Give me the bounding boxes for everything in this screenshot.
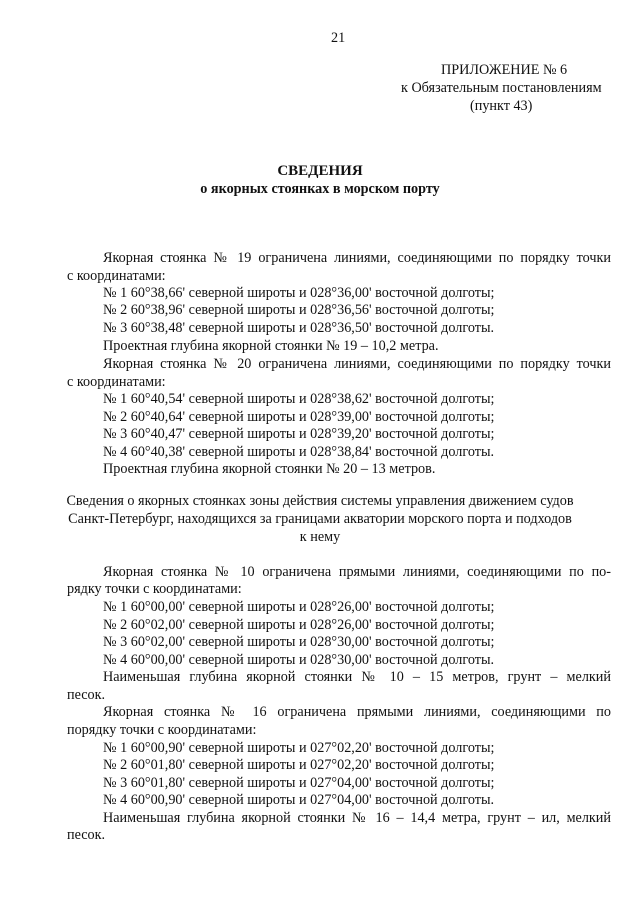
stand10-depth: Наименьшая глубина якорной стоянки № 10 – 15 метров, грунт – мелкий [103, 669, 611, 685]
stand16-point: № 4 60°00,90' северной широты и 027°04,00' восточной долготы. [103, 792, 495, 808]
stand10-point: № 1 60°00,00' северной широты и 028°26,00' восточной долготы; [103, 599, 495, 615]
stand19-point: № 1 60°38,66' северной широты и 028°36,00' восточной долготы; [103, 285, 495, 301]
stand10-point: № 4 60°00,00' северной широты и 028°30,00' восточной долготы. [103, 652, 495, 668]
stand19-point: № 2 60°38,96' северной широты и 028°36,56' восточной долготы; [103, 302, 495, 318]
stand20-intro-cont: с координатами: [67, 374, 166, 390]
stand10-intro: Якорная стоянка № 10 ограничена прямыми линиями, соединяющими по по- [103, 564, 611, 580]
stand10-point: № 2 60°02,00' северной широты и 028°26,00' восточной долготы; [103, 617, 495, 633]
stand19-point: № 3 60°38,48' северной широты и 028°36,50' восточной долготы. [103, 320, 495, 336]
stand20-point: № 4 60°40,38' северной широты и 028°38,84' восточной долготы. [103, 444, 495, 460]
stand16-point: № 3 60°01,80' северной широты и 027°04,00' восточной долготы; [103, 775, 495, 791]
stand20-point: № 2 60°40,64' северной широты и 028°39,00' восточной долготы; [103, 409, 495, 425]
stand20-depth: Проектная глубина якорной стоянки № 20 – 13 метров. [103, 461, 436, 477]
stand20-intro: Якорная стоянка № 20 ограничена линиями, соединяющими по порядку точки [103, 356, 611, 372]
stand20-point: № 1 60°40,54' северной широты и 028°38,62' восточной долготы; [103, 391, 495, 407]
stand10-depth-cont: песок. [67, 687, 106, 703]
stand16-intro: Якорная стоянка № 16 ограничена прямыми линиями, соединяющими по [103, 704, 611, 720]
stand16-intro-cont: порядку точки с координатами: [67, 722, 257, 738]
stand20-point: № 3 60°40,47' северной широты и 028°39,20' восточной долготы; [103, 426, 495, 442]
appendix-reference: к Обязательным постановлениям [401, 80, 602, 96]
appendix-clause: (пункт 43) [470, 98, 533, 114]
zone-heading-line: к нему [299, 529, 341, 545]
stand19-intro: Якорная стоянка № 19 ограничена линиями, соединяющими по порядку точки [103, 250, 611, 266]
stand10-intro-cont: рядку точки с координатами: [67, 581, 242, 597]
zone-heading-line: Санкт-Петербург, находящихся за границами акватории морского порта и подходов [68, 511, 572, 527]
appendix-title: ПРИЛОЖЕНИЕ № 6 [441, 62, 568, 78]
stand16-point: № 1 60°00,90' северной широты и 027°02,20' восточной долготы; [103, 740, 495, 756]
page-number: 21 [331, 30, 346, 46]
stand16-point: № 2 60°01,80' северной широты и 027°02,20' восточной долготы; [103, 757, 495, 773]
stand16-depth-cont: песок. [67, 827, 106, 843]
zone-heading-line: Сведения о якорных стоянках зоны действия системы управления движением судов [66, 493, 574, 509]
stand19-intro-cont: с координатами: [67, 268, 166, 284]
document-subtitle: о якорных стоянках в морском порту [200, 181, 440, 197]
stand16-depth: Наименьшая глубина якорной стоянки № 16 – 14,4 метра, грунт – ил, мелкий [103, 810, 611, 826]
document-title: СВЕДЕНИЯ [277, 163, 363, 179]
stand10-point: № 3 60°02,00' северной широты и 028°30,00' восточной долготы; [103, 634, 495, 650]
stand19-depth: Проектная глубина якорной стоянки № 19 – 10,2 метра. [103, 338, 439, 354]
